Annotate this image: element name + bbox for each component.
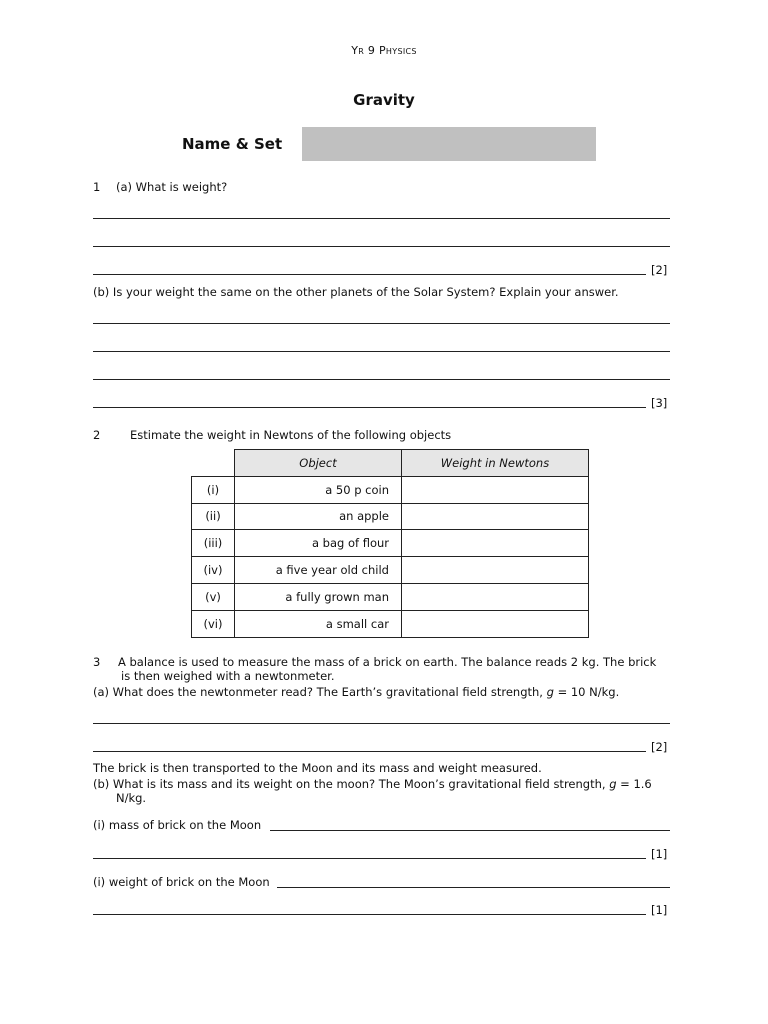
symbol-g: g xyxy=(546,685,554,699)
weight-on-moon-label: (i) weight of brick on the Moon xyxy=(93,875,270,889)
question-text-continued: is then weighed with a newtonmeter. xyxy=(121,669,335,683)
marks-label: [2] xyxy=(651,263,668,277)
question-text: (b) What is its mass and its weight on the moon? The Moon’s gravitational field strength, xyxy=(93,777,606,791)
question-text: A balance is used to measure the mass of a brick on earth. The balance reads 2 kg. The brick xyxy=(117,655,657,669)
weight-answer-cell[interactable] xyxy=(402,557,589,584)
question-text: (a) What is weight? xyxy=(115,180,228,194)
course-header: Yr 9 Physics xyxy=(351,44,417,57)
answer-line[interactable] xyxy=(93,723,670,724)
answer-line[interactable] xyxy=(93,914,646,915)
table-row xyxy=(192,610,589,637)
question-number: 1 xyxy=(93,180,101,194)
weight-answer-cell[interactable] xyxy=(402,583,589,610)
object-cell: a small car xyxy=(235,610,402,637)
answer-line[interactable] xyxy=(93,246,670,247)
weight-answer-cell[interactable] xyxy=(402,610,589,637)
table-row xyxy=(192,503,589,530)
answer-line[interactable] xyxy=(270,830,670,831)
symbol-g: g xyxy=(609,777,617,791)
marks-label: [1] xyxy=(651,903,668,917)
question-text: Estimate the weight in Newtons of the following objects xyxy=(129,428,452,442)
object-cell: a 50 p coin xyxy=(235,476,402,503)
question-number: 3 xyxy=(93,655,101,669)
question-number: 2 xyxy=(93,428,101,442)
name-set-label: Name & Set xyxy=(182,135,283,153)
table-header-row xyxy=(192,450,589,477)
answer-line[interactable] xyxy=(93,218,670,219)
question-text-end: = 1.6 xyxy=(620,777,652,791)
object-cell: an apple xyxy=(235,503,402,530)
question-3a xyxy=(93,685,619,699)
answer-line[interactable] xyxy=(93,323,670,324)
name-set-field[interactable] xyxy=(302,127,596,161)
table-row xyxy=(192,557,589,584)
table-row xyxy=(192,530,589,557)
question-text-continued: N/kg. xyxy=(116,791,147,805)
answer-line[interactable] xyxy=(93,407,646,408)
column-header-object: Object xyxy=(235,450,402,477)
table-corner xyxy=(192,450,235,477)
answer-line[interactable] xyxy=(93,351,670,352)
moon-transport-text: The brick is then transported to the Moon and its mass and weight measured. xyxy=(93,761,542,775)
marks-label: [2] xyxy=(651,740,668,754)
object-cell: a fully grown man xyxy=(235,583,402,610)
marks-label: [1] xyxy=(651,847,668,861)
page-title: Gravity xyxy=(353,91,415,109)
question-3b xyxy=(93,777,652,791)
row-number: (v) xyxy=(192,583,235,610)
question-1b: (b) Is your weight the same on the other planets of the Solar System? Explain your answer. xyxy=(93,285,619,299)
row-number: (iv) xyxy=(192,557,235,584)
weight-answer-cell[interactable] xyxy=(402,476,589,503)
row-number: (iii) xyxy=(192,530,235,557)
column-header-weight: Weight in Newtons xyxy=(402,450,589,477)
answer-line[interactable] xyxy=(93,379,670,380)
question-text: (a) What does the newtonmeter read? The Earth’s gravitational field strength, xyxy=(93,685,543,699)
object-cell: a five year old child xyxy=(235,557,402,584)
row-number: (ii) xyxy=(192,503,235,530)
weight-answer-cell[interactable] xyxy=(402,530,589,557)
question-2 xyxy=(93,428,451,442)
mass-on-moon-label: (i) mass of brick on the Moon xyxy=(93,818,262,832)
answer-line[interactable] xyxy=(93,858,646,859)
table-row xyxy=(192,476,589,503)
question-3-intro xyxy=(93,655,656,669)
question-text-end: = 10 N/kg. xyxy=(557,685,620,699)
weight-answer-cell[interactable] xyxy=(402,503,589,530)
row-number: (i) xyxy=(192,476,235,503)
marks-label: [3] xyxy=(651,396,668,410)
answer-line[interactable] xyxy=(93,751,646,752)
answer-line[interactable] xyxy=(277,887,670,888)
question-1a xyxy=(93,180,227,194)
object-cell: a bag of flour xyxy=(235,530,402,557)
weight-estimate-table xyxy=(191,449,589,638)
table-row xyxy=(192,583,589,610)
answer-line[interactable] xyxy=(93,274,646,275)
row-number: (vi) xyxy=(192,610,235,637)
